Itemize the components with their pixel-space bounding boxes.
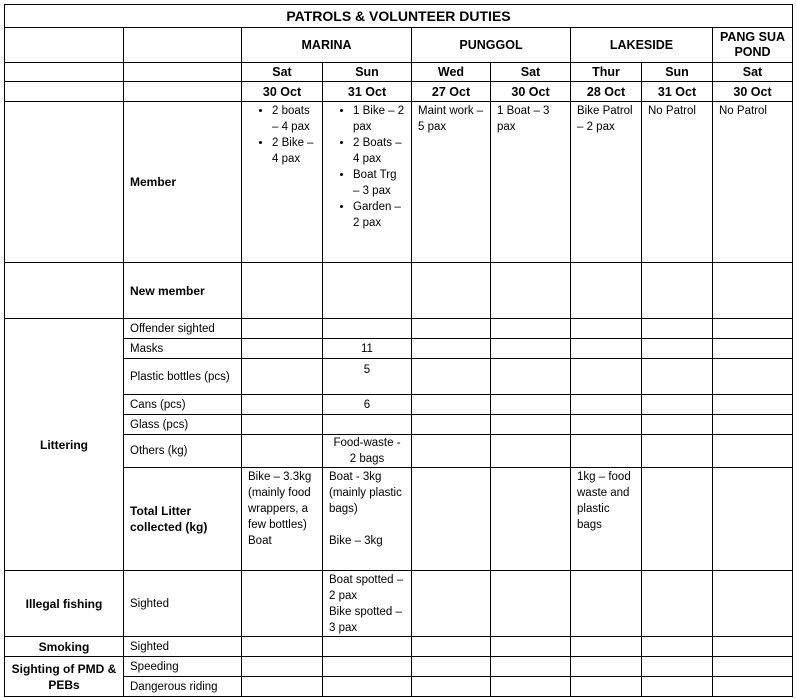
date-cell: 31 Oct [642,82,713,102]
row-label-glass: Glass (pcs) [124,415,242,435]
date-cell: 30 Oct [491,82,571,102]
day-cell: Sun [323,63,412,82]
empty-cell [242,339,323,359]
patrol-duties-table [4,4,793,697]
day-cell: Sun [642,63,713,82]
empty-cell [713,571,793,637]
empty-cell [412,468,491,571]
row-label-member: Member [124,102,242,263]
fishing-bike-spotted: Bike spotted – 3 pax [329,606,402,634]
empty-header-cell [5,82,124,102]
total-marina-sun-boat: Boat - 3kg (mainly plastic bags) [329,471,402,515]
total-marina-sat: Bike – 3.3kg (mainly food wrappers, a few bottles) Boat [242,468,323,571]
empty-cell [713,415,793,435]
masks-marina-sun: 11 [323,339,412,359]
empty-cell [713,637,793,657]
total-marina-sun-bike: Bike – 3kg [329,535,383,547]
list-item: • 2 Bike – 4 pax [272,135,316,167]
list-item: • 2 boats – 4 pax [272,103,316,135]
day-cell: Thur [571,63,642,82]
row-label-masks: Masks [124,339,242,359]
empty-cell [713,395,793,415]
empty-category-cell [5,263,124,319]
empty-cell [713,339,793,359]
row-label-cans: Cans (pcs) [124,395,242,415]
empty-cell [642,677,713,697]
empty-cell [642,359,713,395]
empty-cell [242,677,323,697]
empty-cell [242,319,323,339]
empty-cell [571,263,642,319]
empty-cell [412,677,491,697]
empty-cell [242,571,323,637]
empty-cell [642,637,713,657]
empty-cell [491,468,571,571]
empty-cell [412,415,491,435]
date-cell: 28 Oct [571,82,642,102]
empty-cell [491,657,571,677]
empty-cell [491,677,571,697]
empty-cell [242,415,323,435]
empty-cell [571,339,642,359]
empty-cell [713,435,793,468]
cans-marina-sun: 6 [323,395,412,415]
empty-cell [412,657,491,677]
empty-cell [713,319,793,339]
empty-cell [571,637,642,657]
row-label-dangerous-riding: Dangerous riding [124,677,242,697]
row-label-sighted: Sighted [124,637,242,657]
empty-cell [323,263,412,319]
fishing-boat-spotted: Boat spotted – 2 pax [329,574,404,602]
empty-cell [242,395,323,415]
empty-cell [323,415,412,435]
empty-cell [571,657,642,677]
empty-cell [242,657,323,677]
empty-cell [491,637,571,657]
list-item: • Garden – 2 pax [353,199,405,231]
empty-cell [412,435,491,468]
row-label-others: Others (kg) [124,435,242,468]
empty-cell [491,395,571,415]
empty-cell [323,677,412,697]
row-label-plastic-bottles: Plastic bottles (pcs) [124,359,242,395]
empty-cell [571,319,642,339]
category-littering: Littering [5,319,124,571]
empty-cell [491,319,571,339]
empty-cell [242,263,323,319]
empty-cell [571,415,642,435]
date-cell: 31 Oct [323,82,412,102]
empty-cell [242,435,323,468]
empty-cell [242,359,323,395]
empty-cell [571,571,642,637]
row-label-sighted: Sighted [124,571,242,637]
fishing-marina-sun [323,571,412,637]
row-label-offender-sighted: Offender sighted [124,319,242,339]
empty-cell [642,468,713,571]
empty-cell [713,359,793,395]
empty-cell [642,395,713,415]
list-item: • Boat Trg – 3 pax [353,167,405,199]
day-cell: Sat [491,63,571,82]
empty-header-cell [124,63,242,82]
empty-cell [713,657,793,677]
date-cell: 30 Oct [242,82,323,102]
empty-cell [491,359,571,395]
list-item: • 2 Boats – 4 pax [353,135,405,167]
empty-category-cell [5,102,124,263]
empty-cell [412,339,491,359]
empty-cell [571,359,642,395]
empty-cell [491,435,571,468]
empty-cell [491,571,571,637]
empty-cell [571,395,642,415]
empty-cell [323,319,412,339]
table-title: PATROLS & VOLUNTEER DUTIES [5,5,793,28]
empty-cell [491,339,571,359]
empty-cell [713,677,793,697]
empty-cell [642,571,713,637]
empty-header-cell [124,82,242,102]
member-punggol-sat: 1 Boat – 3 pax [491,102,571,263]
row-label-speeding: Speeding [124,657,242,677]
total-lakeside-thur: 1kg – food waste and plastic bags [571,468,642,571]
empty-cell [323,637,412,657]
empty-cell [323,657,412,677]
category-smoking: Smoking [5,637,124,657]
empty-cell [412,263,491,319]
empty-header-cell [5,28,124,63]
category-illegal-fishing: Illegal fishing [5,571,124,637]
location-lakeside: LAKESIDE [571,28,713,63]
empty-cell [642,263,713,319]
empty-header-cell [124,28,242,63]
empty-cell [491,263,571,319]
day-cell: Wed [412,63,491,82]
member-marina-sun [323,102,412,263]
empty-cell [642,435,713,468]
location-marina: MARINA [242,28,412,63]
date-cell: 30 Oct [713,82,793,102]
others-marina-sun: Food-waste - 2 bags [323,435,412,468]
spacer [329,517,405,533]
empty-cell [491,415,571,435]
empty-cell [412,571,491,637]
total-marina-sun [323,468,412,571]
empty-cell [642,319,713,339]
empty-cell [412,359,491,395]
empty-cell [642,415,713,435]
row-label-new-member: New member [124,263,242,319]
list-item: • 1 Bike – 2 pax [353,103,405,135]
member-marina-sat [242,102,323,263]
location-punggol: PUNGGOL [412,28,571,63]
empty-cell [571,435,642,468]
day-cell: Sat [242,63,323,82]
empty-cell [642,657,713,677]
member-pangsua-sat: No Patrol [713,102,793,263]
category-pmd-pebs: Sighting of PMD & PEBs [5,657,124,697]
location-pang-sua-pond: PANG SUA POND [713,28,793,63]
empty-cell [412,319,491,339]
empty-header-cell [5,63,124,82]
member-punggol-wed: Maint work – 5 pax [412,102,491,263]
day-cell: Sat [713,63,793,82]
member-lakeside-sun: No Patrol [642,102,713,263]
member-lakeside-thur: Bike Patrol – 2 pax [571,102,642,263]
empty-cell [412,637,491,657]
empty-cell [412,395,491,415]
empty-cell [713,263,793,319]
empty-cell [242,637,323,657]
empty-cell [642,339,713,359]
row-label-total-litter: Total Litter collected (kg) [124,468,242,571]
empty-cell [713,468,793,571]
plastic-marina-sun: 5 [323,359,412,395]
date-cell: 27 Oct [412,82,491,102]
empty-cell [571,677,642,697]
